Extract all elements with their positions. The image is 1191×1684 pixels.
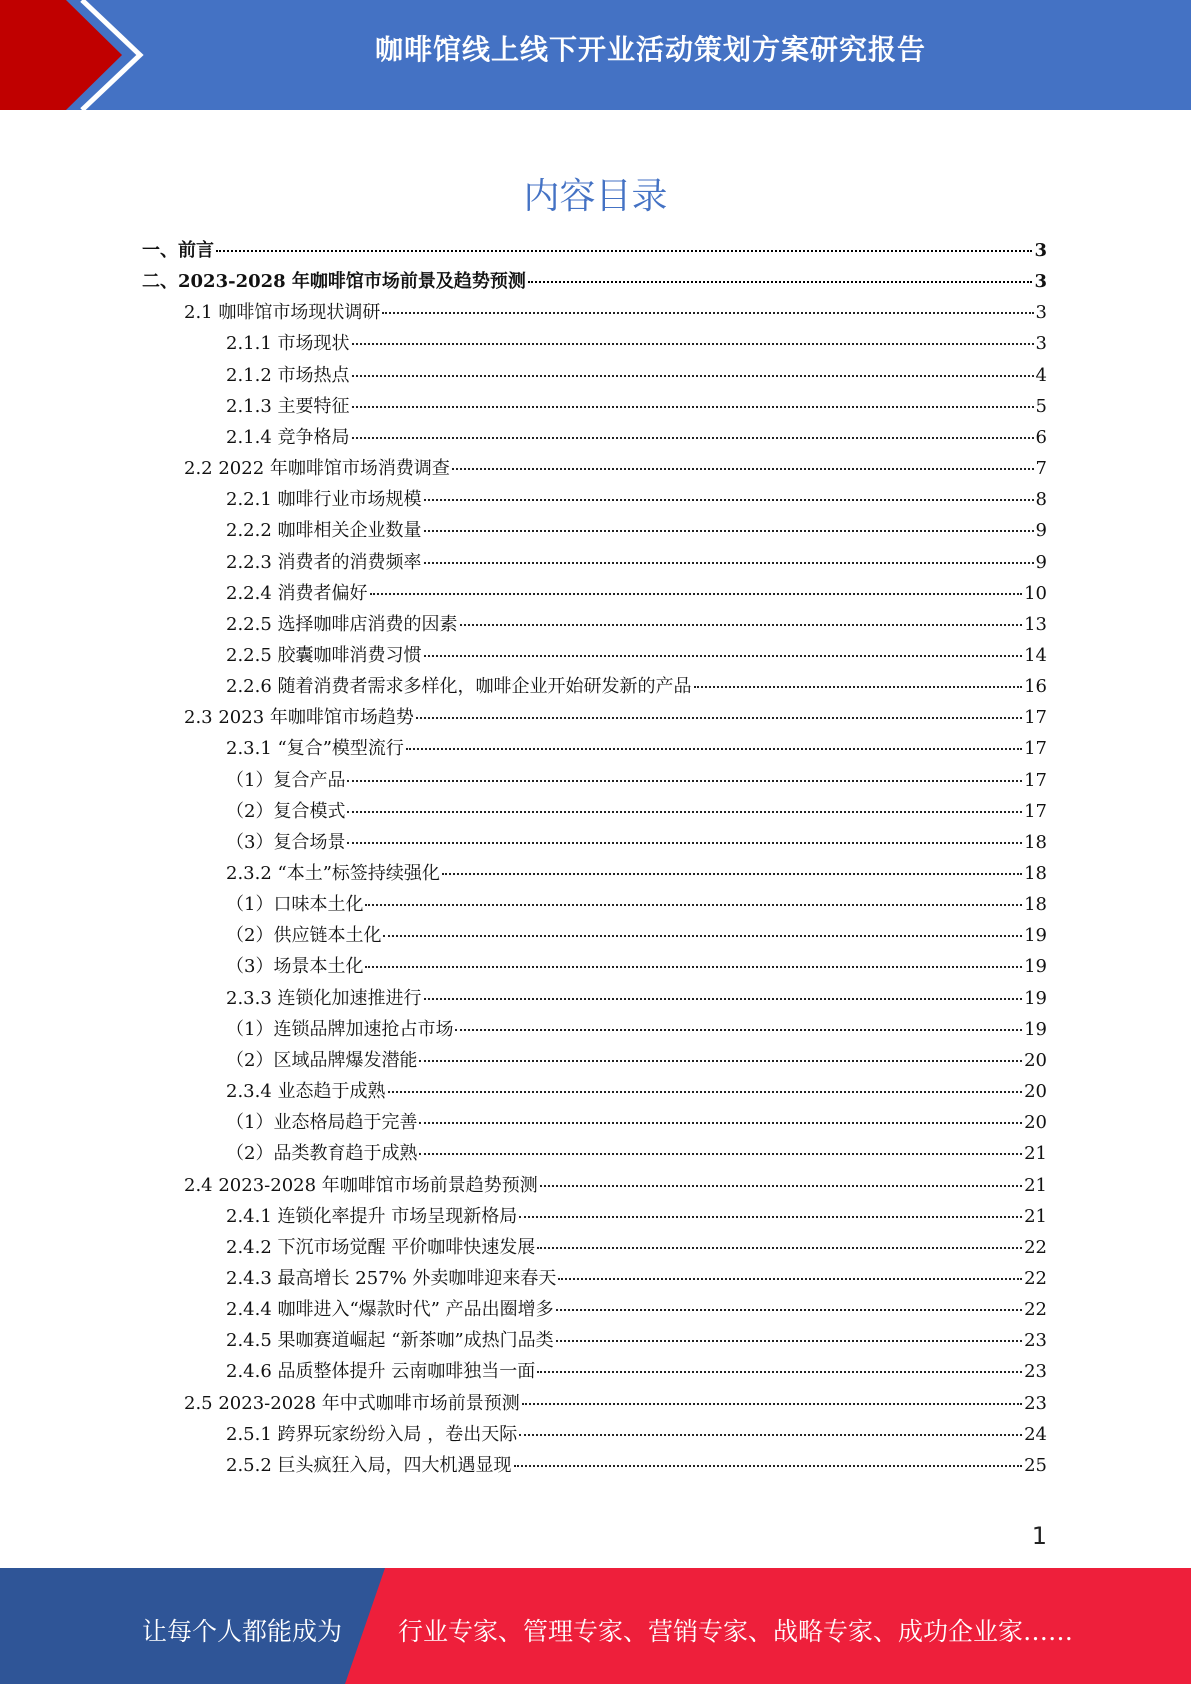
toc-entry-page: 5 — [1035, 395, 1047, 417]
toc-leader-dots — [558, 1260, 1022, 1280]
toc-entry-page: 10 — [1024, 582, 1047, 604]
toc-entry[interactable] — [226, 952, 1047, 982]
toc-entry[interactable] — [226, 641, 1047, 671]
toc-entry-label: 2.2.3 消费者的消费频率 — [226, 551, 422, 573]
toc-entry-label: （3）复合场景 — [226, 831, 346, 853]
toc-entry[interactable] — [226, 1046, 1047, 1076]
header-chevron-decoration — [0, 0, 160, 110]
page-footer — [0, 1568, 1191, 1684]
toc-entry-label: 2.1.4 竞争格局 — [226, 426, 350, 448]
toc-entry-page: 25 — [1024, 1454, 1047, 1476]
toc-leader-dots — [514, 1447, 1023, 1467]
toc-leader-dots — [416, 699, 1022, 719]
toc-leader-dots — [419, 1135, 1022, 1155]
toc-entry-label: 2.2.6 随着消费者需求多样化，咖啡企业开始研发新的产品 — [226, 676, 692, 698]
toc-entry-label: 2.2 2022 年咖啡馆市场消费调查 — [184, 458, 450, 480]
toc-entry-label: （1）口味本土化 — [226, 894, 364, 916]
toc-entry-page: 18 — [1024, 863, 1047, 884]
toc-entry-label: 2.4.4 咖啡进入“爆款时代” 产品出圈增多 — [226, 1299, 554, 1321]
toc-entry-label: 2.3 2023 年咖啡馆市场趋势 — [184, 707, 414, 729]
toc-entry[interactable] — [226, 548, 1047, 578]
toc-leader-dots — [383, 917, 1022, 937]
toc-entry[interactable] — [226, 1264, 1047, 1294]
toc-entry[interactable] — [226, 890, 1047, 920]
toc-entry-label: 2.5.2 巨头疯狂入局，四大机遇显现 — [226, 1454, 512, 1476]
toc-entry[interactable] — [184, 1389, 1047, 1419]
toc-entry-page: 19 — [1024, 925, 1047, 947]
header-red-chevron — [0, 0, 122, 110]
toc-entry-label: （2）供应链本土化 — [226, 925, 382, 947]
toc-leader-dots — [388, 1073, 1023, 1093]
toc-leader-dots — [460, 606, 1023, 626]
toc-entry-label: 2.4 2023-2028 年咖啡馆市场前景趋势预测 — [184, 1174, 538, 1196]
toc-entry[interactable] — [226, 797, 1047, 827]
toc-leader-dots — [424, 980, 1023, 1000]
toc-entry-page: 21 — [1024, 1174, 1047, 1196]
footer-slogan-left: 让每个人都能成为 — [142, 1617, 343, 1646]
toc-entry-label: 2.5.1 跨界玩家纷纷入局 ，卷出天际 — [226, 1423, 518, 1445]
toc-entry-label: 2.2.5 选择咖啡店消费的因素 — [226, 613, 458, 635]
toc-leader-dots — [365, 886, 1022, 906]
toc-leader-dots — [419, 1042, 1022, 1062]
toc-leader-dots — [522, 1385, 1022, 1405]
toc-entry-page: 9 — [1035, 551, 1047, 573]
toc-entry[interactable] — [184, 454, 1047, 484]
toc-entry-label: 二、2023-2028 年咖啡馆市场前景及趋势预测 — [142, 271, 526, 293]
toc-entry[interactable] — [226, 1295, 1047, 1325]
toc-entry-label: 2.1.1 市场现状 — [226, 333, 350, 355]
toc-leader-dots — [537, 1353, 1022, 1373]
toc-entry-label: 2.4.2 下沉市场觉醒 平价咖啡快速发展 — [226, 1236, 536, 1258]
toc-entry[interactable] — [226, 734, 1047, 764]
toc-entry-page: 6 — [1035, 426, 1047, 448]
toc-entry[interactable] — [226, 485, 1047, 515]
toc-entry[interactable] — [226, 579, 1047, 609]
toc-entry-page: 20 — [1024, 1081, 1047, 1103]
toc-entry-label: 2.3.3 连锁化加速推进行 — [226, 987, 422, 1009]
toc-entry-page: 17 — [1024, 800, 1047, 822]
toc-entry-label: 2.3.4 业态趋于成熟 — [226, 1081, 386, 1103]
report-title: 咖啡馆线上线下开业活动策划方案研究报告 — [374, 33, 926, 66]
toc-entry-page: 21 — [1024, 1143, 1047, 1165]
toc-entry[interactable] — [226, 1202, 1047, 1232]
toc-entry[interactable] — [226, 1233, 1047, 1263]
toc-leader-dots — [216, 232, 1032, 252]
toc-entry-page: 16 — [1024, 676, 1047, 698]
toc-leader-dots — [442, 855, 1022, 875]
toc-entry-label: 一、前言 — [142, 240, 214, 261]
toc-entry[interactable] — [226, 1139, 1047, 1169]
toc-entry[interactable] — [184, 703, 1047, 733]
toc-entry[interactable] — [226, 423, 1047, 453]
toc-entry-label: 2.4.1 连锁化率提升 市场呈现新格局 — [226, 1205, 518, 1227]
toc-entry-page: 3 — [1035, 333, 1047, 355]
toc-leader-dots — [424, 637, 1023, 657]
toc-entry-page: 18 — [1024, 831, 1047, 853]
toc-entry[interactable] — [226, 921, 1047, 951]
toc-entry[interactable] — [226, 672, 1047, 702]
toc-entry-label: 2.3.1 “复合”模型流行 — [226, 738, 404, 760]
toc-entry-page: 18 — [1024, 894, 1047, 916]
toc-entry[interactable] — [226, 329, 1047, 359]
toc-entry-label: 2.4.5 果咖赛道崛起 “新茶咖”成热门品类 — [226, 1330, 554, 1352]
toc-leader-dots — [455, 1011, 1022, 1031]
toc-entry[interactable] — [142, 267, 1047, 297]
toc-entry[interactable] — [226, 766, 1047, 796]
toc-entry[interactable] — [226, 1420, 1047, 1450]
toc-entry[interactable] — [226, 859, 1047, 889]
toc-leader-dots — [556, 1291, 1022, 1311]
toc-entry[interactable] — [184, 1171, 1047, 1201]
toc-leader-dots — [347, 793, 1022, 813]
toc-entry-label: （1）连锁品牌加速抢占市场 — [226, 1018, 454, 1040]
toc-entry[interactable] — [226, 828, 1047, 858]
toc-entry-page: 22 — [1024, 1267, 1047, 1289]
toc-entry[interactable] — [226, 610, 1047, 640]
toc-leader-dots — [419, 1104, 1022, 1124]
toc-leader-dots — [537, 1229, 1022, 1249]
toc-leader-dots — [519, 1416, 1022, 1436]
toc-entry-page: 8 — [1035, 489, 1047, 511]
toc-entry[interactable] — [226, 1015, 1047, 1045]
toc-entry-label: 2.2.5 胶囊咖啡消费习惯 — [226, 644, 422, 666]
toc-entry[interactable] — [226, 1108, 1047, 1138]
toc-leader-dots — [347, 824, 1022, 844]
toc-leader-dots — [519, 1198, 1022, 1218]
toc-entry-page: 17 — [1024, 738, 1047, 760]
toc-entry-page: 17 — [1024, 769, 1047, 791]
toc-leader-dots — [352, 357, 1034, 377]
page-header — [0, 0, 1191, 110]
toc-entry-label: （2）复合模式 — [226, 800, 346, 822]
toc-leader-dots — [382, 294, 1033, 314]
toc-leader-dots — [540, 1167, 1022, 1187]
toc-entry-label: （3）场景本土化 — [226, 956, 364, 978]
toc-entry-page: 21 — [1024, 1205, 1047, 1227]
toc-entry-page: 24 — [1024, 1423, 1047, 1445]
toc-entry[interactable] — [226, 1326, 1047, 1356]
toc-entry-page: 3 — [1034, 271, 1047, 293]
toc-entry-label: 2.5 2023-2028 年中式咖啡市场前景预测 — [184, 1392, 520, 1414]
toc-entry-label: （1）业态格局趋于完善 — [226, 1112, 418, 1134]
toc-entry-page: 20 — [1024, 1112, 1047, 1134]
toc-leader-dots — [365, 948, 1022, 968]
toc-entry-page: 19 — [1024, 987, 1047, 1009]
toc-entry-page: 23 — [1024, 1361, 1047, 1383]
toc-heading: 内容目录 — [523, 176, 668, 217]
toc-entry-page: 17 — [1024, 707, 1047, 729]
toc-entry-label: 2.2.4 消费者偏好 — [226, 582, 368, 604]
toc-entry-page: 3 — [1035, 302, 1047, 324]
toc-entry-label: 2.1 咖啡馆市场现状调研 — [184, 302, 381, 324]
toc-entry[interactable] — [226, 392, 1047, 422]
toc-entry-page: 13 — [1024, 613, 1047, 635]
toc-entry[interactable] — [142, 236, 1047, 266]
toc-entry[interactable] — [226, 361, 1047, 391]
toc-leader-dots — [424, 512, 1034, 532]
toc-entry-label: 2.2.1 咖啡行业市场规模 — [226, 489, 422, 511]
toc-entry-page: 20 — [1024, 1049, 1047, 1071]
page-number: 1 — [1031, 1522, 1047, 1550]
toc-leader-dots — [556, 1322, 1022, 1342]
toc-entry-page: 19 — [1024, 1018, 1047, 1040]
toc-leader-dots — [528, 263, 1033, 283]
toc-entry-page: 22 — [1024, 1236, 1047, 1258]
toc-leader-dots — [694, 668, 1023, 688]
toc-entry[interactable] — [184, 298, 1047, 328]
footer-slogan-right: 行业专家、管理专家、营销专家、战略专家、成功企业家…… — [398, 1617, 1074, 1646]
toc-entry-label: 2.1.3 主要特征 — [226, 395, 350, 417]
toc-entry-label: （2）品类教育趋于成熟 — [226, 1143, 418, 1165]
toc-entry[interactable] — [226, 516, 1047, 546]
toc-leader-dots — [370, 575, 1023, 595]
toc-entry-page: 9 — [1035, 520, 1047, 542]
toc-entry[interactable] — [226, 984, 1047, 1014]
toc-entry-label: 2.1.2 市场热点 — [226, 364, 350, 386]
toc-entry-page: 23 — [1024, 1330, 1047, 1352]
toc-entry-page: 14 — [1024, 644, 1047, 666]
toc-entry-page: 4 — [1035, 364, 1047, 386]
toc-leader-dots — [352, 325, 1034, 345]
toc-entry[interactable] — [226, 1077, 1047, 1107]
toc-entry-page: 19 — [1024, 956, 1047, 978]
toc-entry-label: 2.2.2 咖啡相关企业数量 — [226, 520, 422, 542]
toc-entry[interactable] — [226, 1451, 1047, 1481]
toc-entry[interactable] — [226, 1357, 1047, 1387]
toc-entry-page: 22 — [1024, 1299, 1047, 1321]
toc-entry-page: 7 — [1035, 458, 1047, 480]
toc-leader-dots — [406, 730, 1022, 750]
toc-entry-page: 3 — [1034, 240, 1047, 261]
toc-entry-label: 2.4.3 最高增长 257% 外卖咖啡迎来春天 — [226, 1267, 557, 1289]
toc-entry-label: 2.3.2 “本土”标签持续强化 — [226, 863, 440, 884]
toc-leader-dots — [347, 762, 1022, 782]
toc-leader-dots — [352, 419, 1034, 439]
toc-leader-dots — [452, 450, 1034, 470]
toc-entry-label: （1）复合产品 — [226, 769, 346, 791]
toc-leader-dots — [424, 481, 1034, 501]
toc-entry-page: 23 — [1024, 1392, 1047, 1414]
toc-entry-label: （2）区域品牌爆发潜能 — [226, 1049, 418, 1071]
toc-leader-dots — [352, 388, 1034, 408]
toc-leader-dots — [424, 544, 1034, 564]
toc-entry-label: 2.4.6 品质整体提升 云南咖啡独当一面 — [226, 1361, 536, 1383]
